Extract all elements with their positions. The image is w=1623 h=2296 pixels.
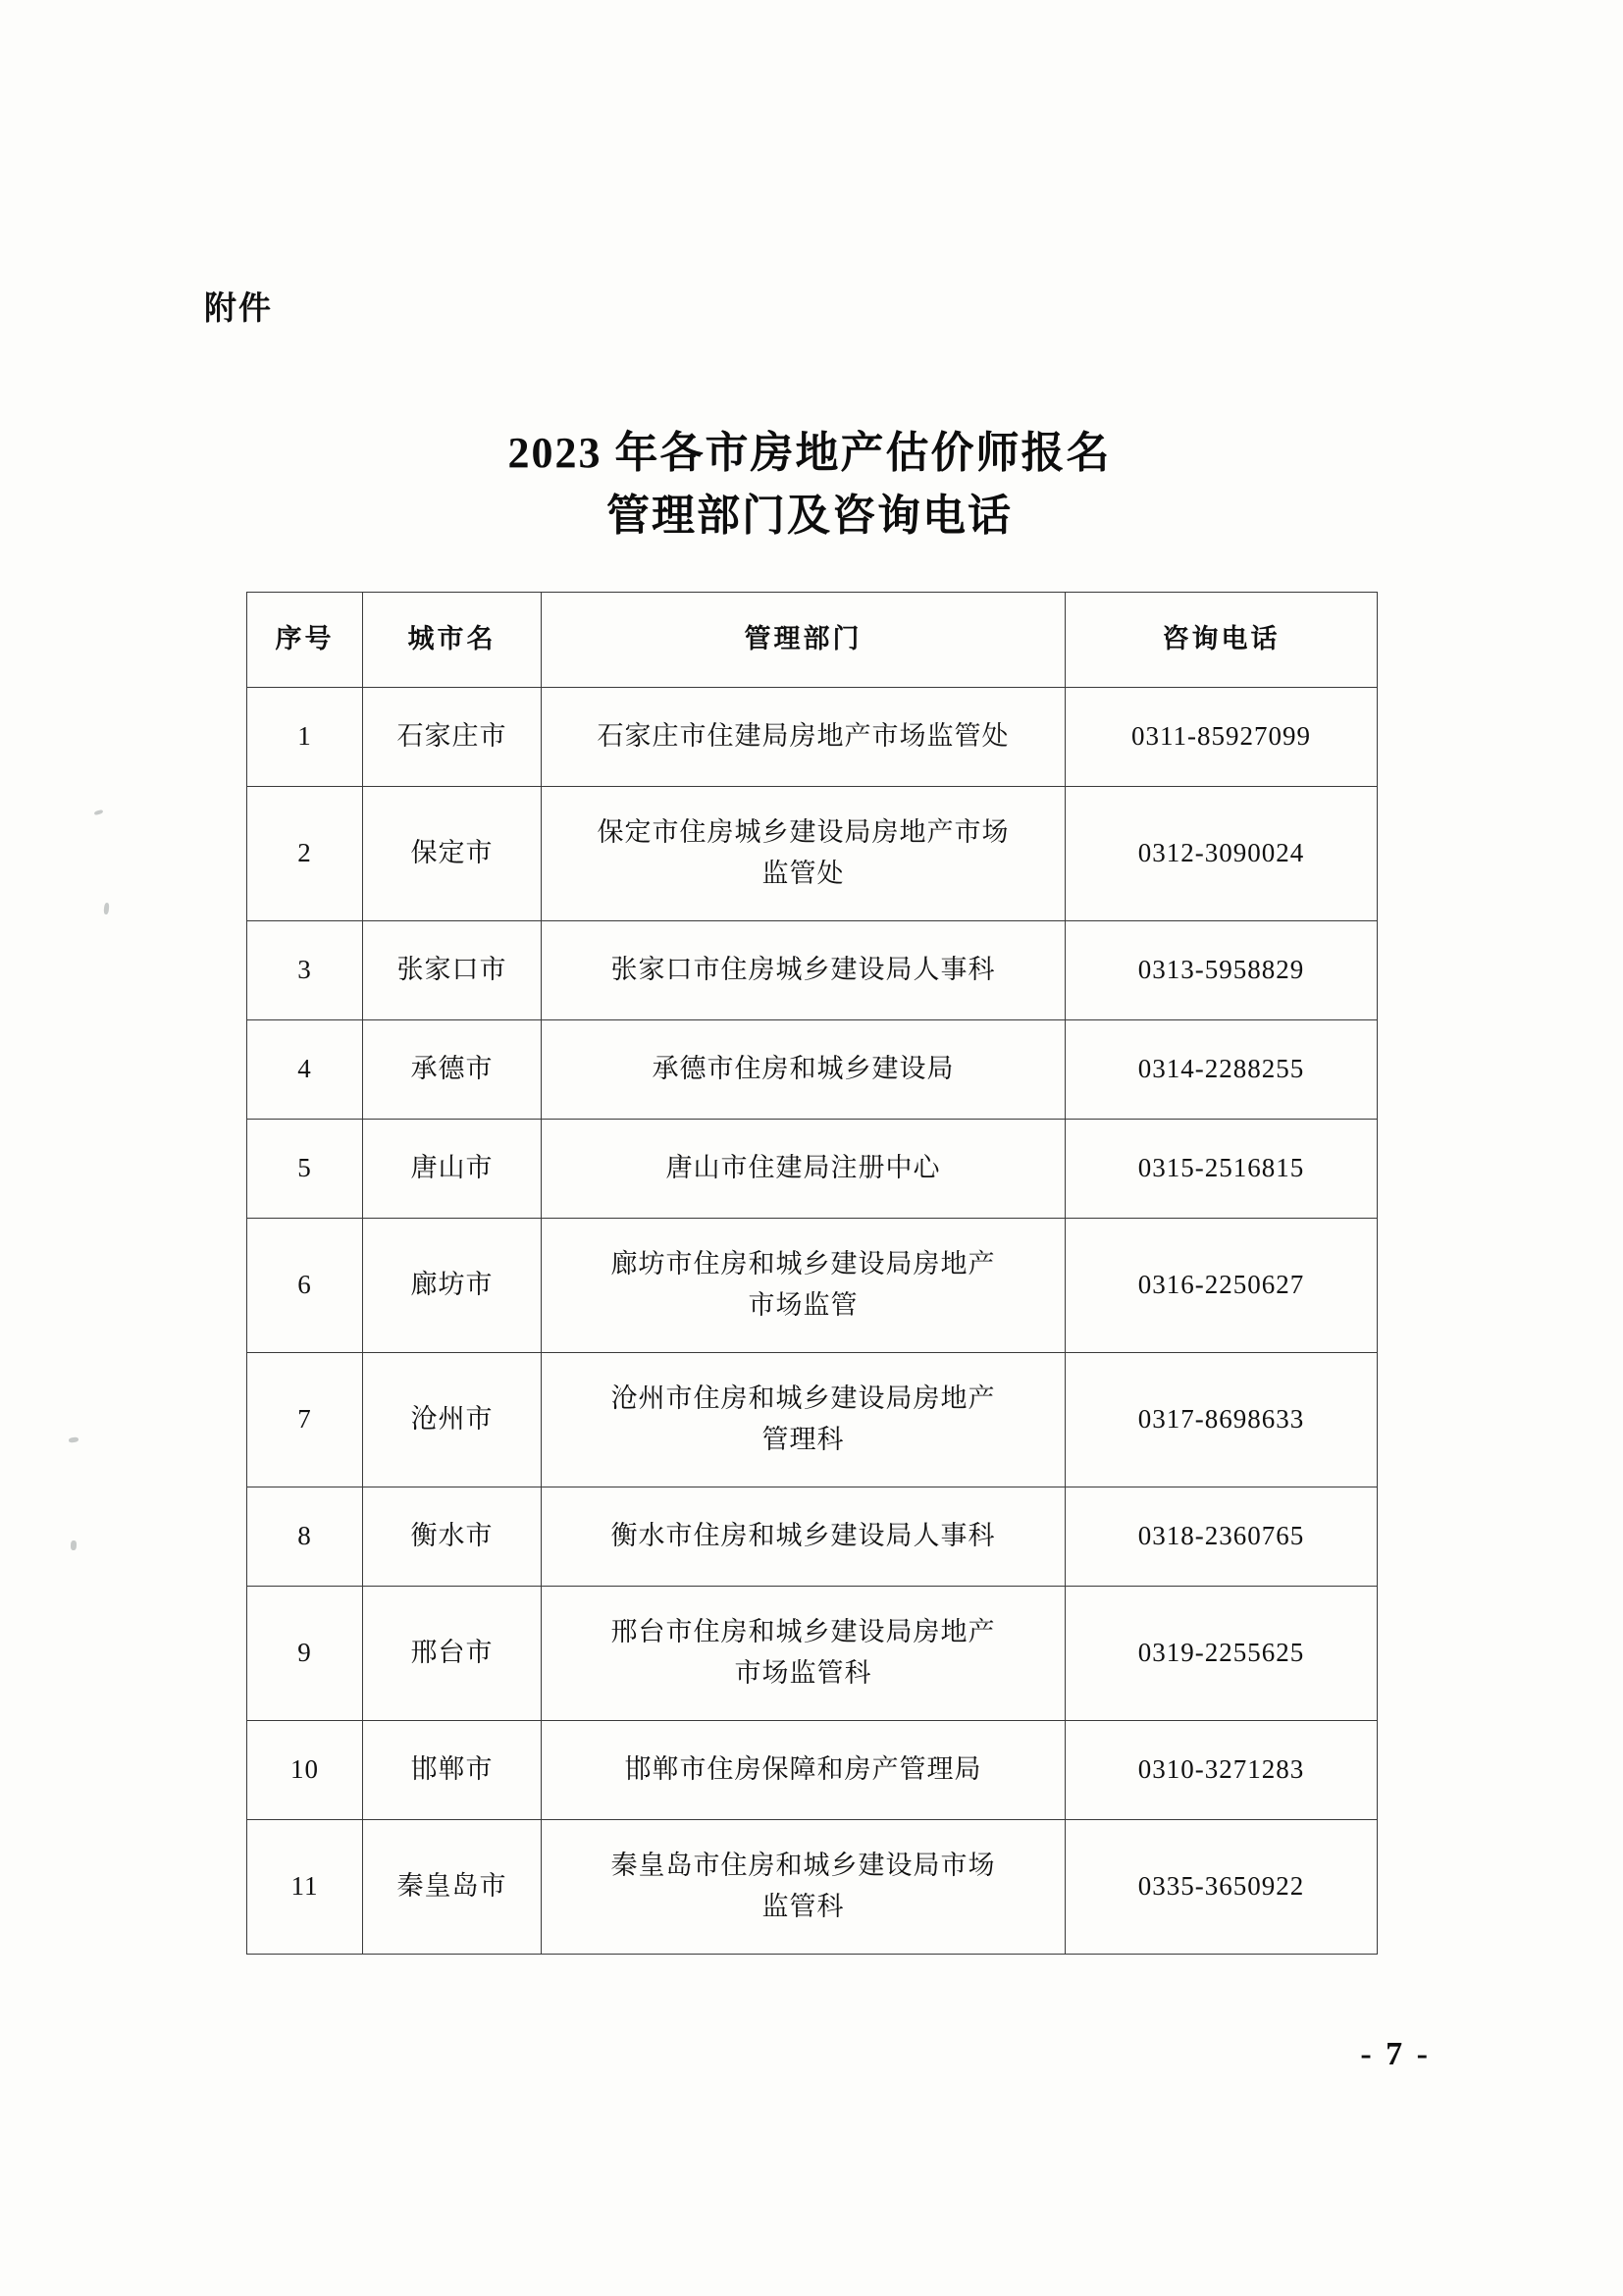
- cell-no: 6: [247, 1219, 363, 1353]
- scan-speckle: [94, 809, 104, 816]
- page-number: - 7 -: [1360, 2036, 1431, 2072]
- cell-city: 廊坊市: [363, 1219, 542, 1353]
- cell-no: 3: [247, 921, 363, 1020]
- cell-phone: 0311-85927099: [1066, 688, 1378, 787]
- table-row: [247, 1487, 1378, 1587]
- cell-dept: 秦皇岛市住房和城乡建设局市场 监管科: [542, 1820, 1066, 1955]
- cell-phone: 0319-2255625: [1066, 1587, 1378, 1721]
- cell-no: 10: [247, 1721, 363, 1820]
- cell-no: 8: [247, 1487, 363, 1587]
- attachment-label: 附件: [204, 289, 273, 326]
- scan-speckle: [71, 1540, 78, 1550]
- cell-dept: 承德市住房和城乡建设局: [542, 1020, 1066, 1120]
- table-row: [247, 1120, 1378, 1219]
- page-title: [250, 422, 1369, 548]
- cell-city: 石家庄市: [363, 688, 542, 787]
- cell-city: 衡水市: [363, 1487, 542, 1587]
- table-header: [247, 593, 1378, 688]
- cell-dept: 保定市住房城乡建设局房地产市场 监管处: [542, 787, 1066, 921]
- cell-city: 沧州市: [363, 1353, 542, 1487]
- table-row: [247, 1587, 1378, 1721]
- column-header-city: 城市名: [363, 593, 542, 688]
- cell-city: 邢台市: [363, 1587, 542, 1721]
- column-header-dept: 管理部门: [542, 593, 1066, 688]
- cell-dept: 廊坊市住房和城乡建设局房地产 市场监管: [542, 1219, 1066, 1353]
- cell-no: 9: [247, 1587, 363, 1721]
- cell-phone: 0335-3650922: [1066, 1820, 1378, 1955]
- cell-dept: 张家口市住房城乡建设局人事科: [542, 921, 1066, 1020]
- cell-phone: 0318-2360765: [1066, 1487, 1378, 1587]
- cell-dept: 衡水市住房和城乡建设局人事科: [542, 1487, 1066, 1587]
- table-row: [247, 1219, 1378, 1353]
- cell-no: 4: [247, 1020, 363, 1120]
- table-row: [247, 1020, 1378, 1120]
- column-header-phone: 咨询电话: [1066, 593, 1378, 688]
- page-title-line-2: 管理部门及咨询电话: [606, 491, 1013, 540]
- table-row: [247, 1820, 1378, 1955]
- cell-city: 张家口市: [363, 921, 542, 1020]
- table-header-row: [247, 593, 1378, 688]
- cell-city: 承德市: [363, 1020, 542, 1120]
- cell-no: 5: [247, 1120, 363, 1219]
- cell-phone: 0314-2288255: [1066, 1020, 1378, 1120]
- table-row: [247, 688, 1378, 787]
- cell-phone: 0316-2250627: [1066, 1219, 1378, 1353]
- table-row: [247, 1721, 1378, 1820]
- cell-no: 11: [247, 1820, 363, 1955]
- cell-no: 1: [247, 688, 363, 787]
- scan-speckle: [69, 1436, 79, 1442]
- table-row: [247, 921, 1378, 1020]
- cell-city: 邯郸市: [363, 1721, 542, 1820]
- cell-phone: 0317-8698633: [1066, 1353, 1378, 1487]
- page-title-line-1: 2023 年各市房地产估价师报名: [507, 429, 1112, 477]
- table-row: [247, 1353, 1378, 1487]
- cell-no: 7: [247, 1353, 363, 1487]
- table-row: [247, 787, 1378, 921]
- cell-dept: 邢台市住房和城乡建设局房地产 市场监管科: [542, 1587, 1066, 1721]
- cell-city: 唐山市: [363, 1120, 542, 1219]
- cell-city: 保定市: [363, 787, 542, 921]
- cell-dept: 唐山市住建局注册中心: [542, 1120, 1066, 1219]
- cell-phone: 0310-3271283: [1066, 1721, 1378, 1820]
- cell-city: 秦皇岛市: [363, 1820, 542, 1955]
- cell-no: 2: [247, 787, 363, 921]
- column-header-no: 序号: [247, 593, 363, 688]
- contacts-table: [246, 592, 1378, 1955]
- scan-speckle: [103, 903, 109, 914]
- table-body: [247, 688, 1378, 1955]
- contacts-table-container: [246, 592, 1377, 1955]
- cell-dept: 沧州市住房和城乡建设局房地产 管理科: [542, 1353, 1066, 1487]
- cell-phone: 0312-3090024: [1066, 787, 1378, 921]
- cell-phone: 0315-2516815: [1066, 1120, 1378, 1219]
- cell-dept: 石家庄市住建局房地产市场监管处: [542, 688, 1066, 787]
- cell-dept: 邯郸市住房保障和房产管理局: [542, 1721, 1066, 1820]
- cell-phone: 0313-5958829: [1066, 921, 1378, 1020]
